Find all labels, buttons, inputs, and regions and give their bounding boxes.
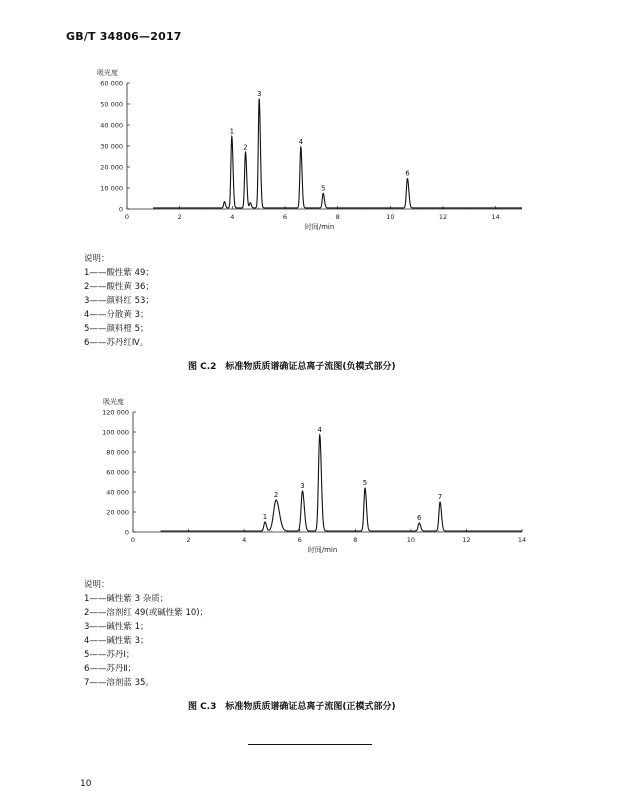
x-tick-label: 12 (462, 536, 471, 544)
x-tick-label: 10 (386, 213, 395, 221)
x-tick-label: 8 (335, 213, 340, 221)
x-tick-label: 14 (517, 536, 527, 544)
y-tick-label: 40 000 (106, 488, 129, 497)
chart-pos (102, 397, 526, 554)
x-tick-label: 0 (124, 213, 130, 221)
peak-label: 2 (273, 491, 279, 499)
peak-label: 6 (416, 514, 422, 522)
figure2-caption: 图 C.3 标准物质质谱确证总离子流图(正模式部分) (188, 702, 396, 712)
x-tick-label: 4 (242, 536, 247, 544)
figure1-legend-item: 4——分散黄 3； (84, 310, 149, 320)
x-tick-label: 4 (230, 213, 235, 221)
x-axis-label: 时间/min (304, 223, 335, 231)
figure1-legend-item: 5——颜料橙 5； (84, 324, 149, 334)
y-tick-label: 20 000 (106, 508, 129, 517)
y-tick-label: 60 000 (106, 468, 129, 477)
peak-label: 1 (229, 127, 235, 136)
page-number: 10 (80, 779, 92, 789)
figure2-legend-item: 2——溶剂红 49(或碱性紫 10)； (84, 608, 209, 618)
figure2-legend-item: 3——碱性紫 1； (84, 622, 149, 632)
y-tick-label: 100 000 (102, 428, 129, 437)
peak-label: 3 (256, 89, 262, 98)
figure2-legend-item: 1——碱性紫 3 杂质； (84, 594, 169, 604)
y-tick-label: 80 000 (106, 448, 129, 457)
y-tick-label: 50 000 (100, 100, 123, 109)
y-tick-label: 20 000 (100, 163, 123, 172)
y-tick-label: 0 (124, 528, 129, 537)
y-tick-label: 40 000 (100, 121, 123, 130)
peak-label: 2 (243, 143, 248, 152)
peak-label: 1 (262, 513, 268, 521)
end-rule (248, 744, 372, 745)
figure2-legend-item: 4——碱性紫 3； (84, 636, 149, 646)
x-axis-label: 时间/min (307, 546, 338, 554)
series-line (161, 435, 522, 531)
peak-label: 3 (300, 482, 305, 490)
y-axis-label: 吸光度 (97, 69, 118, 77)
x-tick-label: 0 (130, 536, 136, 544)
x-tick-label: 14 (491, 213, 500, 221)
series-line (153, 99, 522, 208)
x-tick-label: 2 (186, 536, 191, 544)
chart-neg (97, 68, 522, 231)
x-tick-label: 10 (406, 536, 415, 544)
standard-number: GB/T 34806—2017 (66, 30, 182, 43)
x-tick-label: 12 (438, 213, 448, 221)
figure1-legend-item: 3——颜料红 53； (84, 296, 154, 306)
peak-label: 6 (405, 169, 410, 178)
peak-label: 4 (298, 138, 304, 147)
peak-label: 5 (362, 479, 368, 487)
figure1-legend-item: 2——酸性黄 36； (84, 282, 154, 292)
x-tick-label: 6 (282, 213, 288, 221)
figure1-legend-item: 1——酸性紫 49； (84, 268, 154, 278)
y-tick-label: 30 000 (100, 142, 123, 151)
peak-label: 5 (320, 184, 326, 193)
y-tick-label: 0 (118, 205, 123, 214)
y-tick-label: 10 000 (100, 184, 123, 193)
figure2-legend-item: 5——苏丹Ⅰ； (84, 650, 135, 660)
x-tick-label: 6 (297, 536, 302, 544)
figure1-caption: 图 C.2 标准物质质谱确证总离子流图(负模式部分) (188, 362, 396, 372)
figure2-legend-title: 说明： (84, 580, 110, 590)
y-tick-label: 120 000 (102, 408, 129, 417)
y-axis-label: 吸光度 (103, 398, 124, 406)
figure1-legend-item: 6——苏丹红Ⅳ。 (84, 338, 149, 348)
y-tick-label: 60 000 (100, 79, 123, 88)
figure2-legend-item: 7——溶剂蓝 35。 (84, 678, 154, 688)
peak-label: 4 (317, 426, 322, 434)
figure2-legend-item: 6——苏丹Ⅱ； (84, 664, 137, 674)
x-tick-label: 8 (353, 536, 358, 544)
figure1-legend-title: 说明： (84, 254, 110, 264)
x-tick-label: 2 (177, 213, 182, 221)
peak-label: 7 (437, 493, 443, 501)
